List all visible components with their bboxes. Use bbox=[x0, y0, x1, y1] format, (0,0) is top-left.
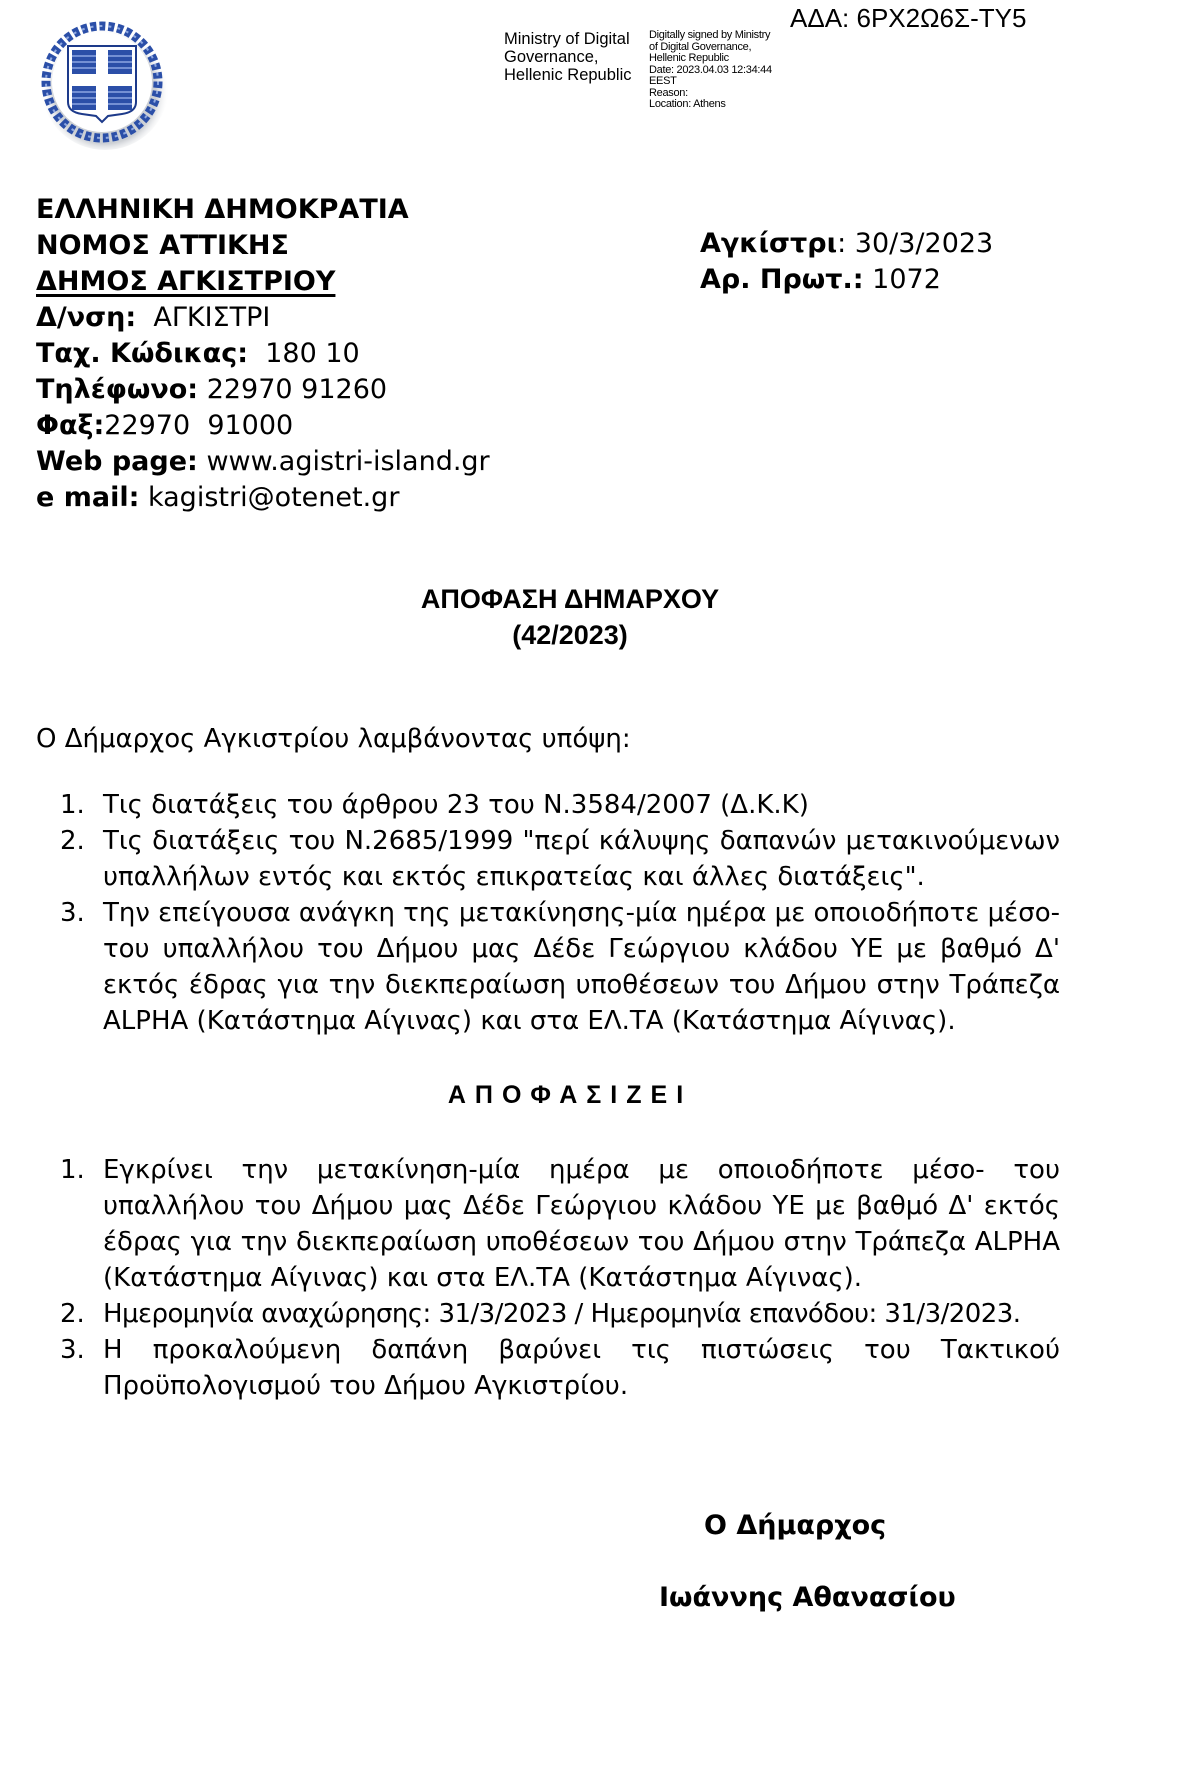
fax-line bbox=[36, 408, 293, 444]
decides-heading: ΑΠΟΦΑΣΙΖΕΙ bbox=[447, 1081, 693, 1109]
signer-line: Governance, bbox=[504, 48, 599, 66]
postal-label: Ταχ. Κώδικας: bbox=[36, 338, 249, 369]
signature-line: Hellenic Republic bbox=[649, 52, 729, 64]
decision-number: (42/2023) bbox=[512, 620, 628, 650]
fax-label: Φαξ: bbox=[36, 410, 105, 441]
web-line bbox=[36, 444, 490, 480]
item-text: Εγκρίνει την μετακίνηση-μία ημέρα με οποιοδήποτε μέσο- του υπαλλήλου του Δήμου μας Δέδε Γεώργιου κλάδου ΥΕ με βαθμό Δ' εκτός έδρας για την διεκπεραίωση υποθέσεων του Δήμου στην Τράπεζα ALPHA (Κατάστημα Αίγινας) και στα ΕΛ.ΤΑ (Κατάστημα Αίγινας). bbox=[103, 1155, 1060, 1293]
protocol-value: 1072 bbox=[872, 264, 941, 295]
signer-name bbox=[504, 30, 631, 84]
republic-heading bbox=[36, 192, 409, 228]
digital-signature-details bbox=[649, 30, 772, 111]
signer-line: Ministry of Digital bbox=[504, 30, 630, 48]
signature-line: Location: Athens bbox=[649, 98, 726, 110]
item-text: Τις διατάξεις του άρθρου 23 του Ν.3584/2007 (Δ.Κ.Κ) bbox=[103, 790, 809, 820]
signature-line: Reason: bbox=[649, 86, 688, 99]
item-number: 3. bbox=[60, 898, 85, 928]
republic-text: ΕΛΛΗΝΙΚΗ ΔΗΜΟΚΡΑΤΙΑ bbox=[36, 194, 409, 225]
signature-line: Digitally signed by Ministry bbox=[649, 29, 771, 41]
item-text: Τις διατάξεις του Ν.2685/1999 "περί κάλυψης δαπανών μετακινούμενων υπαλλήλων εντός και εκτός επικρατείας και άλλες διατάξεις". bbox=[103, 826, 1060, 892]
email-label: e mail: bbox=[36, 482, 140, 513]
item-text: Την επείγουσα ανάγκη της μετακίνησης-μία ημέρα με οποιοδήποτε μέσο- του υπαλλήλου του Δήμου μας Δέδε Γεώργιου κλάδου ΥΕ με βαθμό Δ' εκτός έδρας για την διεκπεραίωση υποθέσεων του Δήμου στην Τράπεζα ALPHA (Κατάστημα Αίγινας) και στα ΕΛ.ΤΑ (Κατάστημα Αίγινας). bbox=[103, 898, 1060, 1036]
web-label: Web page: bbox=[36, 446, 198, 477]
consideration-item bbox=[0, 787, 1100, 827]
item-number: 2. bbox=[60, 1299, 85, 1329]
item-number: 1. bbox=[60, 1155, 85, 1185]
protocol-label: Αρ. Πρωτ.: bbox=[700, 264, 864, 295]
place-date bbox=[700, 228, 993, 259]
web-link[interactable]: www.agistri-island.gr bbox=[206, 446, 490, 477]
address-value: ΑΓΚΙΣΤΡΙ bbox=[153, 302, 271, 333]
protocol-number bbox=[700, 264, 941, 295]
signature-line: of Digital Governance, bbox=[649, 40, 752, 53]
intro-text: Ο Δήμαρχος Αγκιστρίου λαμβάνοντας υπόψη: bbox=[36, 724, 631, 754]
prefecture-text: ΝΟΜΟΣ ΑΤΤΙΚΗΣ bbox=[36, 230, 289, 261]
item-text: Η προκαλούμενη δαπάνη βαρύνει τις πιστώσεις του Τακτικού Προϋπολογισμού του Δήμου Αγκιστρίου. bbox=[103, 1335, 1060, 1401]
ada-code: ΑΔΑ: 6ΡΧ2Ω6Σ-ΤΥ5 bbox=[790, 3, 1027, 33]
date-value: : 30/3/2023 bbox=[837, 228, 994, 259]
email-line bbox=[36, 480, 399, 516]
phone-label: Τηλέφωνο: bbox=[36, 374, 199, 405]
postal-value: 180 10 bbox=[265, 338, 360, 369]
address-line bbox=[36, 300, 270, 336]
decision-item bbox=[0, 1332, 1100, 1408]
prefecture-heading bbox=[36, 228, 289, 264]
fax-value: 22970 91000 bbox=[104, 410, 294, 441]
municipality-heading bbox=[36, 264, 335, 300]
signature-line: Date: 2023.04.03 12:34:44 bbox=[649, 63, 772, 76]
phone-line bbox=[36, 372, 387, 408]
place-label: Αγκίστρι bbox=[700, 228, 838, 259]
item-text: Ημερομηνία αναχώρησης: 31/3/2023 / Ημερομηνία επανόδου: 31/3/2023. bbox=[103, 1299, 1021, 1329]
decision-item bbox=[0, 1152, 1100, 1302]
document-title: ΑΠΟΦΑΣΗ ΔΗΜΑΡΧΟΥ bbox=[420, 584, 720, 614]
item-number: 1. bbox=[60, 790, 85, 820]
postal-code-line bbox=[36, 336, 360, 372]
decision-item bbox=[0, 1296, 1100, 1336]
greek-coat-of-arms-logo bbox=[36, 16, 170, 150]
phone-value: 22970 91260 bbox=[206, 374, 388, 405]
municipality-text: ΔΗΜΟΣ ΑΓΚΙΣΤΡΙΟΥ bbox=[36, 266, 336, 297]
item-number: 2. bbox=[60, 826, 85, 856]
signature-name: Ιωάννης Αθανασίου bbox=[659, 1582, 956, 1613]
consideration-item bbox=[0, 895, 1100, 1045]
signer-line: Hellenic Republic bbox=[504, 66, 632, 84]
consideration-item bbox=[0, 823, 1100, 899]
address-label: Δ/νση: bbox=[36, 302, 137, 333]
item-number: 3. bbox=[60, 1335, 85, 1365]
email-link[interactable]: kagistri@otenet.gr bbox=[147, 482, 400, 513]
signature-role: Ο Δήμαρχος bbox=[704, 1510, 887, 1541]
signature-line: EEST bbox=[649, 75, 677, 87]
